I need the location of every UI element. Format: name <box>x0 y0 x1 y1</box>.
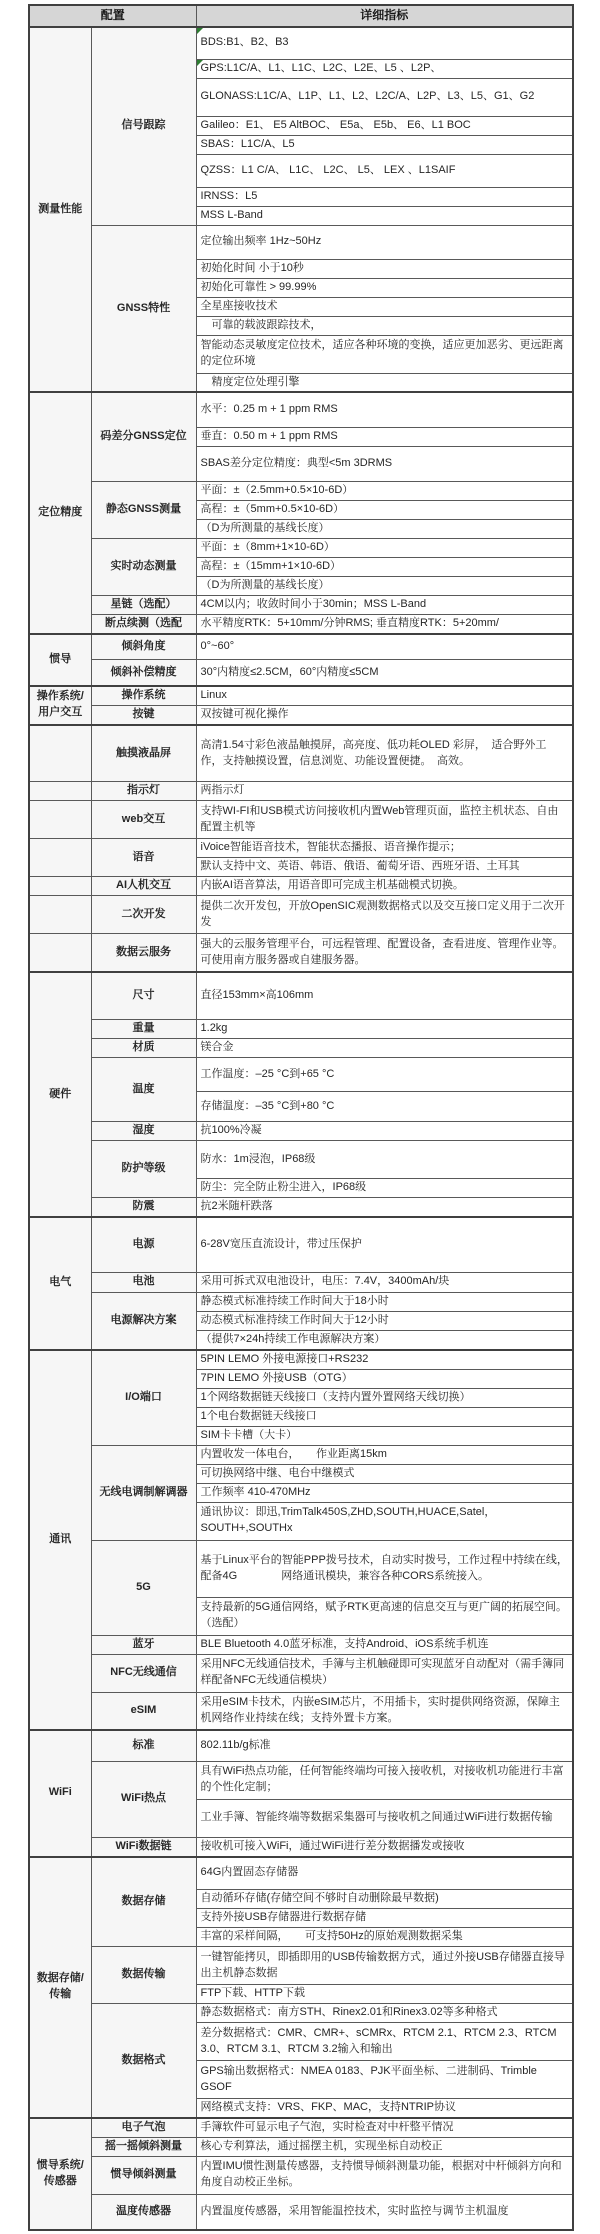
spec-value: QZSS：L1 C/A、 L1C、 L2C、 L5、 LEX 、L1SAIF <box>196 154 573 187</box>
spec-row <box>29 1198 573 1217</box>
spec-value: GPS:L1C/A、L1、L1C、L2C、L2E、L5 、L2P、 <box>196 59 573 78</box>
spec-value: 具有WiFi热点功能，任何智能终端均可接入接收机，对接收机功能进行丰富的个性化定制； <box>196 1761 573 1799</box>
spec-row <box>29 595 573 614</box>
spec-value: BLE Bluetooth 4.0蓝牙标准，支持Android、iOS系统手机连 <box>196 1635 573 1654</box>
spec-value: 高程：±（15mm+1×10-6D） <box>196 557 573 576</box>
spec-value: 垂直：0.50 m + 1 ppm RMS <box>196 427 573 446</box>
spec-row <box>29 1947 573 1985</box>
spec-value: Galileo：E1、 E5 AltBOC、 E5a、 E5b、 E6、L1 BOC <box>196 116 573 135</box>
spec-value: 平面：±（2.5mm+0.5×10-6D） <box>196 481 573 500</box>
group-label: 电气 <box>29 1217 91 1349</box>
header-config: 配置 <box>29 5 196 27</box>
spec-value: 差分数据格式：CMR、CMR+、sCMRx、RTCM 2.1、RTCM 2.3、RTCM 3.0、RTCM 3.1、RTCM 3.2输入和输出 <box>196 2023 573 2061</box>
spec-value: 一键智能拷贝，即插即用的USB传输数据方式，通过外接USB存储器直接导出主机静态数据 <box>196 1947 573 1985</box>
spec-value: 7PIN LEMO 外接USB（OTG） <box>196 1369 573 1388</box>
spec-label: 温度传感器 <box>91 2194 196 2230</box>
spec-value: 镁合金 <box>196 1039 573 1058</box>
spec-value: 提供二次开发包，开放OpenSIC观测数据格式以及交互接口定义用于二次开发 <box>196 896 573 934</box>
spec-label: WiFi数据链 <box>91 1837 196 1856</box>
group-label-empty <box>29 877 91 896</box>
spec-value: 平面：±（8mm+1×10-6D） <box>196 538 573 557</box>
spec-value: 工业手簿、智能终端等数据采集器可与接收机之间通过WiFi进行数据传输 <box>196 1799 573 1837</box>
spec-row <box>29 2156 573 2194</box>
spec-value: BDS:B1、B2、B3 <box>196 27 573 59</box>
spec-value: MSS L-Band <box>196 206 573 225</box>
spec-value: GLONASS:L1C/A、L1P、L1、L2、L2C/A、L2P、L3、L5、G1、G2 <box>196 78 573 116</box>
spec-value: 精度定位处理引擎 <box>196 373 573 392</box>
spec-label: 5G <box>91 1540 196 1635</box>
spec-row <box>29 225 573 259</box>
spec-value: 静态数据格式：南方STH、Rinex2.01和Rinex3.02等多种格式 <box>196 2004 573 2023</box>
spec-row <box>29 27 573 59</box>
spec-value: 可切换网络中继、电台中继模式 <box>196 1464 573 1483</box>
spec-value: 支持WI-FI和USB模式访问接收机内置Web管理页面，监控主机状态、自由配置主机等 <box>196 801 573 839</box>
spec-value: 直径153mm×高106mm <box>196 972 573 1020</box>
header-row <box>29 5 573 27</box>
spec-value: 1个电台数据链天线接口 <box>196 1407 573 1426</box>
spec-value: 高清1.54寸彩色液晶触摸屏，高亮度、低功耗OLED 彩屏， 适合野外工作，支持触摸设置，信息浏览、功能设置便捷。 高效。 <box>196 725 573 782</box>
spec-label: 尺寸 <box>91 972 196 1020</box>
spec-label: 电子气泡 <box>91 2118 196 2137</box>
spec-label: 指示灯 <box>91 782 196 801</box>
spec-value: 支持外接USB存储器进行数据存储 <box>196 1909 573 1928</box>
group-label: 定位精度 <box>29 392 91 633</box>
spec-label: 语音 <box>91 839 196 877</box>
spec-label: 电池 <box>91 1272 196 1292</box>
spec-value: 可靠的载波跟踪技术， <box>196 316 573 335</box>
spec-label: 实时动态测量 <box>91 538 196 595</box>
spec-value: IRNSS：L5 <box>196 187 573 206</box>
spec-row <box>29 2004 573 2023</box>
spec-value: 防水：1m浸泡，IP68级 <box>196 1141 573 1179</box>
spec-value: GPS输出数据格式：NMEA 0183、PJK平面坐标、二进制码、Trimble GSOF <box>196 2061 573 2099</box>
spec-row <box>29 896 573 934</box>
spec-row <box>29 972 573 1020</box>
group-label-empty <box>29 801 91 839</box>
spec-label: 数据格式 <box>91 2004 196 2118</box>
spec-row <box>29 1445 573 1464</box>
spec-label: AI人机交互 <box>91 877 196 896</box>
spec-row <box>29 1350 573 1369</box>
spec-label: NFC无线通信 <box>91 1654 196 1692</box>
spec-value: 接收机可接入WiFi，通过WiFi进行差分数据播发或接收 <box>196 1837 573 1856</box>
spec-value: 手簿软件可显示电子气泡，实时检查对中杆整平情况 <box>196 2118 573 2137</box>
group-label: WiFi <box>29 1730 91 1856</box>
group-label: 通讯 <box>29 1350 91 1730</box>
spec-row <box>29 660 573 686</box>
spec-row <box>29 1761 573 1799</box>
spec-label: 惯导倾斜测量 <box>91 2156 196 2194</box>
spec-value: 采用NFC无线通信技术，手簿与主机触碰即可实现蓝牙自动配对（需手簿同样配备NFC无线通信模块） <box>196 1654 573 1692</box>
group-label-empty <box>29 934 91 972</box>
spec-row <box>29 801 573 839</box>
group-label: 硬件 <box>29 972 91 1217</box>
spec-value: 核心专利算法，通过摇摆主机，实现坐标自动校正 <box>196 2137 573 2156</box>
spec-value: 工作频率 410-470MHz <box>196 1483 573 1502</box>
group-label: 数据存储/传输 <box>29 1857 91 2118</box>
spec-label: 码差分GNSS定位 <box>91 392 196 481</box>
spec-table <box>28 4 574 2231</box>
spec-value: 内置温度传感器，采用智能温控技术，实时监控与调节主机温度 <box>196 2194 573 2230</box>
spec-label: 蓝牙 <box>91 1635 196 1654</box>
spec-label: 材质 <box>91 1039 196 1058</box>
spec-value: 抗2米随杆跌落 <box>196 1198 573 1217</box>
spec-row <box>29 1692 573 1730</box>
spec-row <box>29 1141 573 1179</box>
group-label: 惯导 <box>29 634 91 686</box>
spec-row <box>29 839 573 858</box>
spec-value: FTP下载、HTTP下载 <box>196 1985 573 2004</box>
spec-value: 抗100%冷凝 <box>196 1122 573 1141</box>
spec-row <box>29 686 573 705</box>
spec-row <box>29 614 573 633</box>
spec-label: 倾斜角度 <box>91 634 196 660</box>
spec-value: 1.2kg <box>196 1020 573 1039</box>
group-label: 惯导系统/传感器 <box>29 2118 91 2230</box>
spec-value: 工作温度：–25 °C到+65 °C <box>196 1058 573 1092</box>
spec-value: 4CM以内；收敛时间小于30min；MSS L-Band <box>196 595 573 614</box>
spec-label: 数据云服务 <box>91 934 196 972</box>
spec-value: 两指示灯 <box>196 782 573 801</box>
spec-label: 断点续测（选配 <box>91 614 196 633</box>
spec-value: 高程：±（5mm+0.5×10-6D） <box>196 500 573 519</box>
spec-row <box>29 877 573 896</box>
group-label-empty <box>29 782 91 801</box>
spec-label: 电源 <box>91 1217 196 1272</box>
spec-value: SBAS：L1C/A、L5 <box>196 135 573 154</box>
spec-value: 通讯协议：即迅,TrimTalk450S,ZHD,SOUTH,HUACE,Satel，SOUTH+,SOUTHx <box>196 1502 573 1540</box>
spec-label: 电源解决方案 <box>91 1292 196 1349</box>
spec-row <box>29 1837 573 1856</box>
spec-label: 重量 <box>91 1020 196 1039</box>
spec-label: I/O端口 <box>91 1350 196 1445</box>
spec-value: 1个网络数据链天线接口（支持内置外置网络天线切换） <box>196 1388 573 1407</box>
spec-row <box>29 1730 573 1761</box>
spec-value: 存储温度：–35 °C到+80 °C <box>196 1092 573 1122</box>
spec-label: GNSS特性 <box>91 225 196 392</box>
spec-value: SBAS差分定位精度：典型<5m 3DRMS <box>196 446 573 481</box>
spec-row <box>29 2118 573 2137</box>
spec-label: 无线电调制解调器 <box>91 1445 196 1540</box>
spec-row <box>29 782 573 801</box>
spec-value: 采用可拆式双电池设计，电压：7.4V，3400mAh/块 <box>196 1272 573 1292</box>
group-label-empty <box>29 896 91 934</box>
spec-row <box>29 1039 573 1058</box>
spec-row <box>29 2137 573 2156</box>
spec-label: 信号跟踪 <box>91 27 196 225</box>
spec-row <box>29 1635 573 1654</box>
spec-row <box>29 1020 573 1039</box>
spec-value: 30°内精度≤2.5CM，60°内精度≤5CM <box>196 660 573 686</box>
spec-value: 定位输出频率 1Hz~50Hz <box>196 225 573 259</box>
spec-label: 触摸液晶屏 <box>91 725 196 782</box>
spec-value: 0°~60° <box>196 634 573 660</box>
spec-row <box>29 538 573 557</box>
spec-label: 二次开发 <box>91 896 196 934</box>
spec-value: 智能动态灵敏度定位技术，适应各种环境的变换，适应更加恶劣、更远距离的定位环境 <box>196 335 573 373</box>
header-details: 详细指标 <box>196 5 573 27</box>
spec-value: （D为所测量的基线长度） <box>196 519 573 538</box>
group-label: 操作系统/用户交互 <box>29 686 91 725</box>
spec-row <box>29 1540 573 1597</box>
spec-value: 初始化可靠性 > 99.99% <box>196 278 573 297</box>
spec-value: （提供7×24h持续工作电源解决方案） <box>196 1330 573 1349</box>
group-label: 测量性能 <box>29 27 91 392</box>
spec-label: 星链（选配） <box>91 595 196 614</box>
spec-label: 防震 <box>91 1198 196 1217</box>
spec-row <box>29 1292 573 1311</box>
spec-value: 默认支持中文、英语、韩语、俄语、葡萄牙语、西班牙语、土耳其 <box>196 858 573 877</box>
spec-value: 自动循环存储(存储空间不够时自动删除最早数据) <box>196 1890 573 1909</box>
spec-value: 64G内置固态存储器 <box>196 1857 573 1890</box>
spec-value: 初始化时间 小于10秒 <box>196 259 573 278</box>
spec-row <box>29 1122 573 1141</box>
spec-value: 支持最新的5G通信网络，赋予RTK更高速的信息交互与更广阔的拓展空间。（选配） <box>196 1597 573 1635</box>
spec-value: 动态模式标准持续工作时间大于12小时 <box>196 1311 573 1330</box>
spec-value: 网络模式支持：VRS、FKP、MAC，支持NTRIP协议 <box>196 2099 573 2118</box>
spec-label: 温度 <box>91 1058 196 1122</box>
spec-value: 内嵌AI语音算法，用语音即可完成主机基础模式切换。 <box>196 877 573 896</box>
spec-value: 强大的云服务管理平台，可远程管理、配置设备，查看进度、管理作业等。可使用南方服务器或自建服务器。 <box>196 934 573 972</box>
spec-row <box>29 1058 573 1092</box>
spec-label: WiFi热点 <box>91 1761 196 1837</box>
spec-label: 防护等级 <box>91 1141 196 1198</box>
spec-row <box>29 725 573 782</box>
spec-value: SIM卡卡槽（大卡） <box>196 1426 573 1445</box>
spec-value: 水平：0.25 m + 1 ppm RMS <box>196 392 573 427</box>
spec-value: 基于Linux平台的智能PPP拨号技术，自动实时拨号，工作过程中持续在线，配备4G 网络通讯模块，兼容各种CORS系统接入。 <box>196 1540 573 1597</box>
spec-row <box>29 1217 573 1272</box>
spec-row <box>29 1654 573 1692</box>
spec-value: 双按键可视化操作 <box>196 705 573 724</box>
spec-row <box>29 481 573 500</box>
spec-table-body <box>29 5 573 2230</box>
spec-label: 操作系统 <box>91 686 196 705</box>
spec-value: （D为所测量的基线长度） <box>196 576 573 595</box>
spec-label: 倾斜补偿精度 <box>91 660 196 686</box>
spec-value: 静态模式标准持续工作时间大于18小时 <box>196 1292 573 1311</box>
spec-label: 数据传输 <box>91 1947 196 2004</box>
spec-row <box>29 1857 573 1890</box>
spec-value: 水平精度RTK：5+10mm/分钟RMS; 垂直精度RTK：5+20mm/ <box>196 614 573 633</box>
spec-value: 5PIN LEMO 外接电源接口+RS232 <box>196 1350 573 1369</box>
spec-row <box>29 392 573 427</box>
spec-value: 6-28V宽压直流设计，带过压保护 <box>196 1217 573 1272</box>
spec-value: 802.11b/g标准 <box>196 1730 573 1761</box>
spec-label: 湿度 <box>91 1122 196 1141</box>
spec-value: 内置IMU惯性测量传感器，支持惯导倾斜测量功能，根据对中杆倾斜方向和角度自动校正坐标。 <box>196 2156 573 2194</box>
group-label-empty <box>29 725 91 782</box>
spec-value: 全星座接收技术 <box>196 297 573 316</box>
spec-label: 摇一摇倾斜测量 <box>91 2137 196 2156</box>
spec-label: 数据存储 <box>91 1857 196 1947</box>
spec-row <box>29 934 573 972</box>
spec-label: 按键 <box>91 705 196 724</box>
spec-label: 标准 <box>91 1730 196 1761</box>
spec-value: iVoice智能语音技术，智能状态播报、语音操作提示； <box>196 839 573 858</box>
spec-label: 静态GNSS测量 <box>91 481 196 538</box>
spec-value: Linux <box>196 686 573 705</box>
spec-value: 防尘：完全防止粉尘进入，IP68级 <box>196 1179 573 1198</box>
spec-value: 丰富的采样间隔， 可支持50Hz的原始观测数据采集 <box>196 1928 573 1947</box>
group-label-empty <box>29 839 91 877</box>
spec-value: 内置收发一体电台， 作业距离15km <box>196 1445 573 1464</box>
spec-label: eSIM <box>91 1692 196 1730</box>
spec-value: 采用eSIM卡技术，内嵌eSIM芯片，不用插卡，实时提供网络资源，保障主机网络作业持续在线；支持外置卡方案。 <box>196 1692 573 1730</box>
spec-row <box>29 705 573 724</box>
spec-row <box>29 1272 573 1292</box>
spec-row <box>29 634 573 660</box>
spec-label: web交互 <box>91 801 196 839</box>
spec-row <box>29 2194 573 2230</box>
